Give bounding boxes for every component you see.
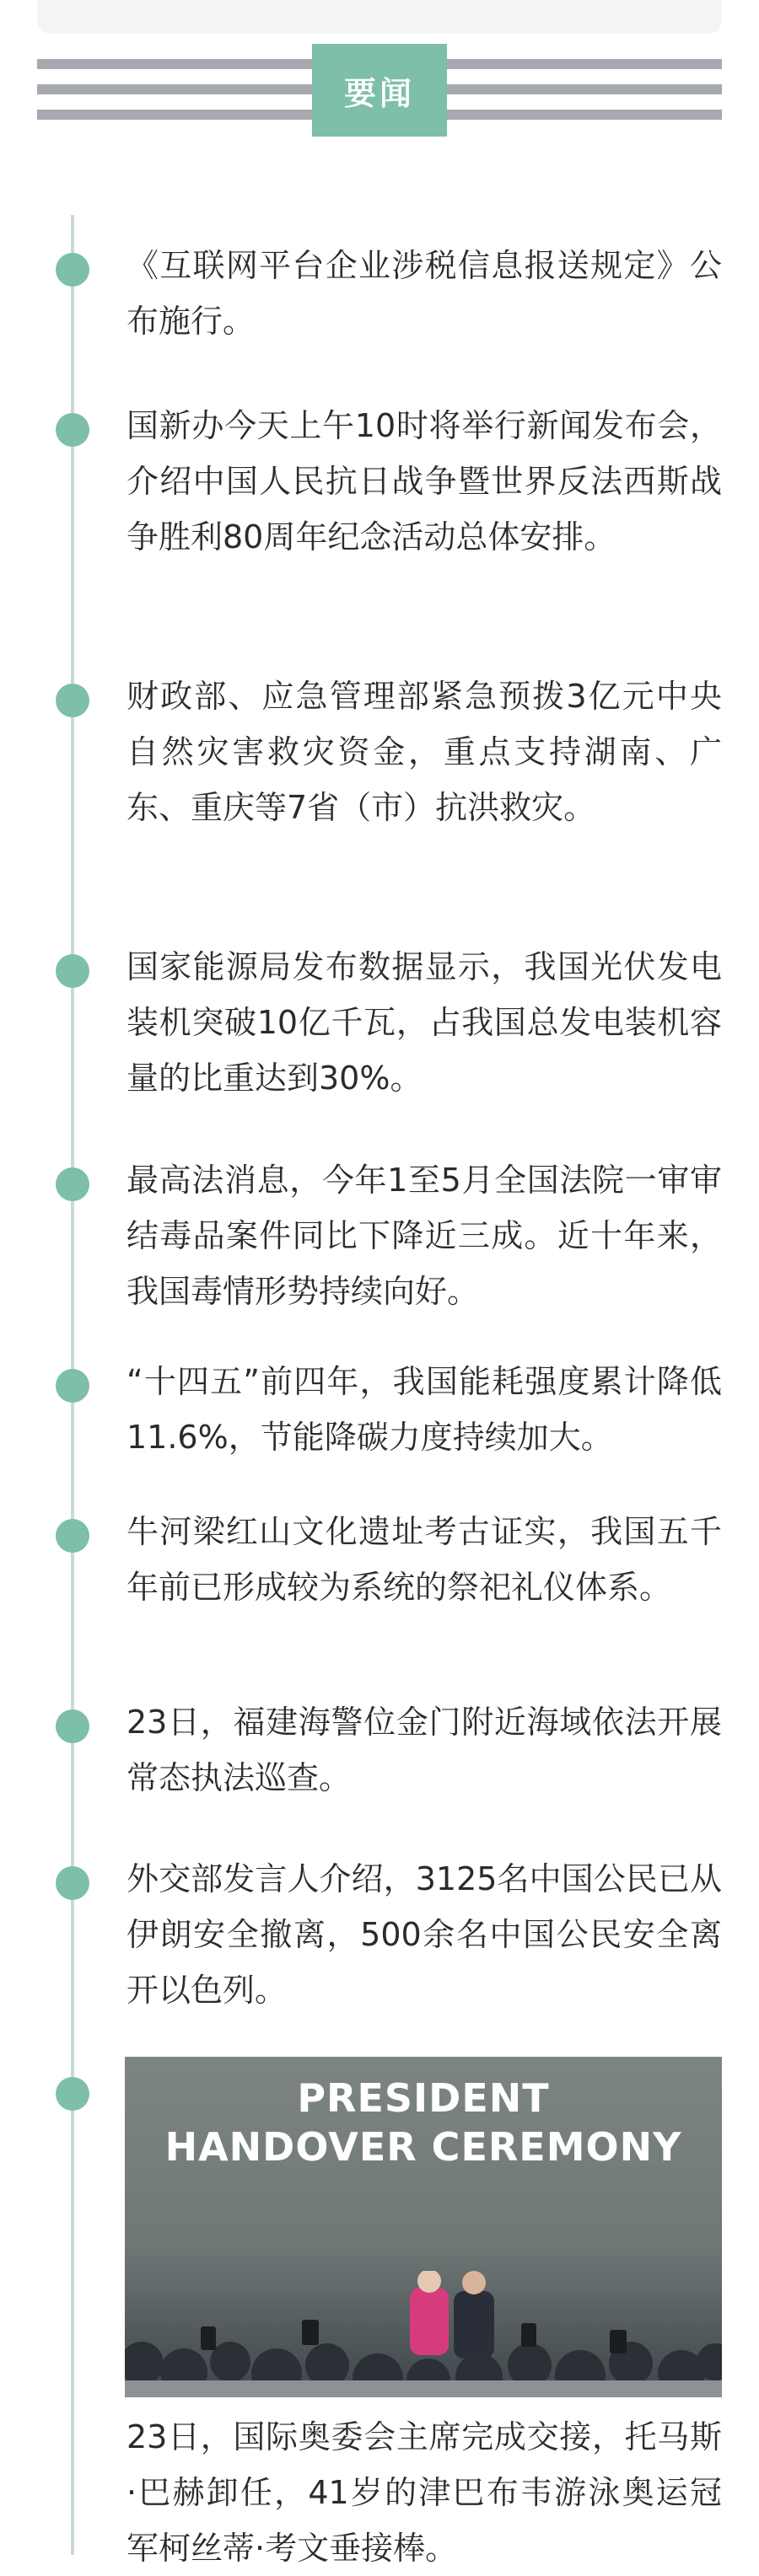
- news-text: 23日，福建海警位金门附近海域依法开展常态执法巡查。: [126, 1704, 722, 1796]
- timeline-dot: [56, 684, 89, 717]
- photo-title-line: HANDOVER CEREMONY: [164, 2124, 682, 2170]
- news-text: 财政部、应急管理部紧急预拨3亿元中央自然灾害救灾资金，重点支持湖南、广东、重庆等7省（市）抗洪救灾。: [126, 678, 722, 826]
- news-photo: [125, 2057, 722, 2397]
- news-text: 《互联网平台企业涉税信息报送规定》公布施行。: [126, 247, 722, 340]
- news-text: 最高法消息，今年1至5月全国法院一审审结毒品案件同比下降近三成。近十年来，我国毒情形势持续向好。: [126, 1162, 722, 1310]
- timeline-dot: [56, 954, 89, 988]
- news-text: 国家能源局发布数据显示，我国光伏发电装机突破10亿千瓦，占我国总发电装机容量的比重达到30%。: [126, 948, 722, 1097]
- timeline-dot: [56, 253, 89, 287]
- photo-title: [125, 2074, 722, 2171]
- section-title: 要闻: [312, 44, 447, 137]
- news-text: “十四五”前四年，我国能耗强度累计降低11.6%，节能降碳力度持续加大。: [126, 1363, 722, 1456]
- timeline-dot: [56, 2077, 89, 2111]
- news-text: 外交部发言人介绍，3125名中国公民已从伊朗安全撤离，500余名中国公民安全离开以色列。: [126, 1860, 722, 2009]
- photo-title-line: PRESIDENT: [297, 2075, 550, 2121]
- photo-caption: 23日，国际奥委会主席完成交接，托马斯·巴赫卸任，41岁的津巴布韦游泳奥运冠军柯丝蒂·考文垂接棒。: [126, 2418, 722, 2567]
- news-text: 国新办今天上午10时将举行新闻发布会，介绍中国人民抗日战争暨世界反法西斯战争胜利80周年纪念活动总体安排。: [126, 407, 722, 555]
- timeline-dot: [56, 1866, 89, 1900]
- timeline-dot: [56, 1709, 89, 1743]
- timeline-dot: [56, 1519, 89, 1553]
- ceremony-scene: [125, 2271, 722, 2397]
- timeline-dot: [56, 1369, 89, 1403]
- timeline-dot: [56, 1167, 89, 1201]
- timeline-dot: [56, 413, 89, 447]
- news-text: 牛河梁红山文化遗址考古证实，我国五千年前已形成较为系统的祭祀礼仪体系。: [126, 1513, 722, 1606]
